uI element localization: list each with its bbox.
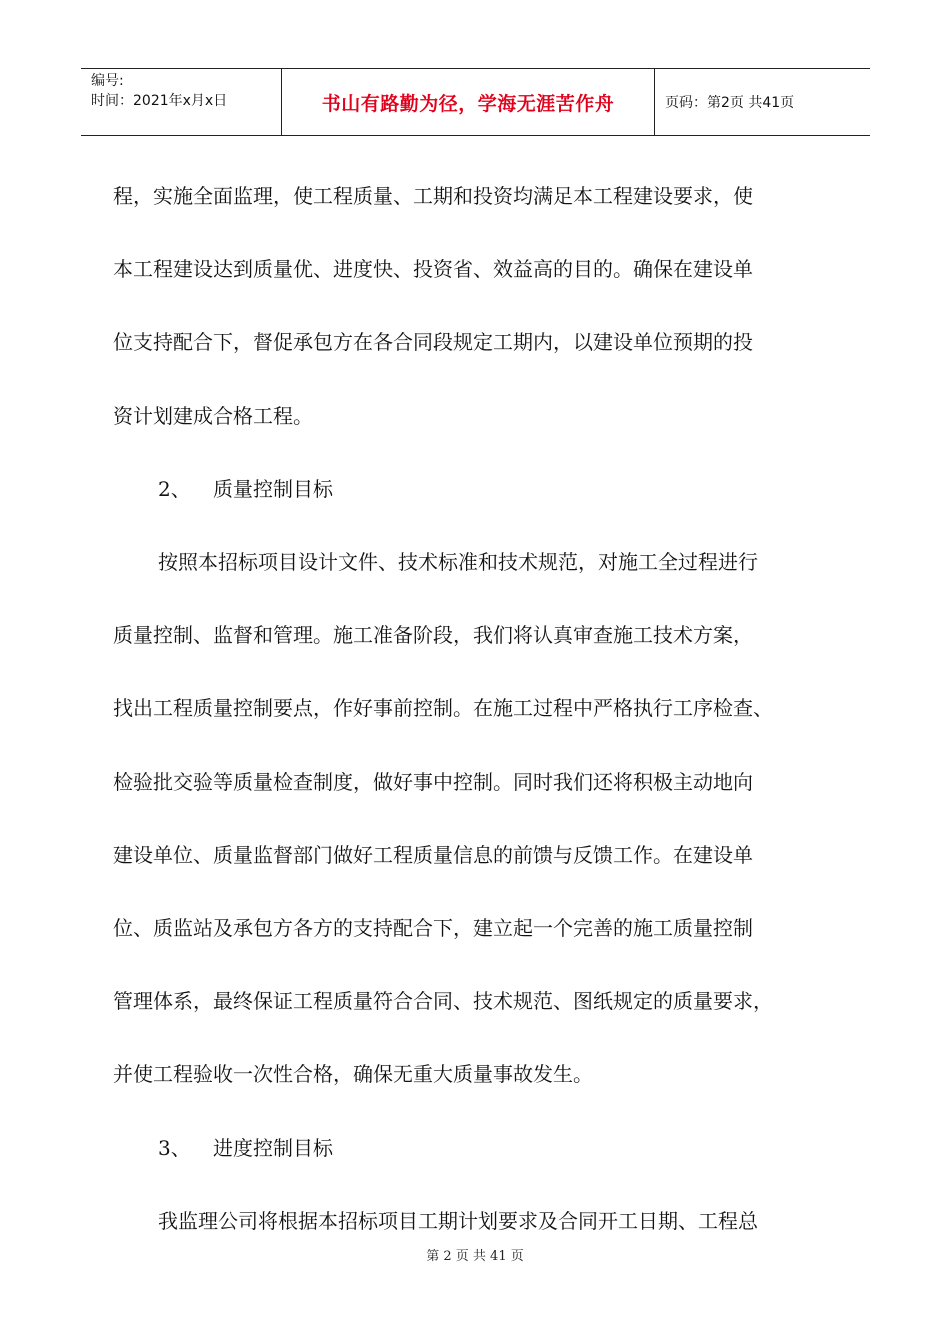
body-line: 位、质监站及承包方各方的支持配合下，建立起一个完善的施工质量控制 (113, 916, 753, 941)
document-time-label: 时间：2021年x月x日 (91, 93, 228, 109)
document-code-label: 编号: (91, 73, 124, 89)
body-line: 管理体系，最终保证工程质量符合合同、技术规范、图纸规定的质量要求， (113, 989, 773, 1014)
section-heading-quality (113, 453, 843, 526)
body-line: 建设单位、质量监督部门做好工程质量信息的前馈与反馈工作。在建设单 (113, 842, 753, 867)
body-line: 按照本招标项目设计文件、技术标准和技术规范，对施工全过程进行 (158, 550, 758, 575)
body-line: 资计划建成合格工程。 (113, 403, 313, 428)
document-body (113, 160, 843, 1258)
body-line: 位支持配合下，督促承包方在各合同段规定工期内，以建设单位预期的投 (113, 330, 753, 355)
header-page-info: 页码：第2页 共41页 (665, 95, 795, 111)
body-line: 本工程建设达到质量优、进度快、投资省、效益高的目的。确保在建设单 (113, 257, 753, 282)
section-title: 质量控制目标 (213, 476, 333, 501)
header-motto: 书山有路勤为径，学海无涯苦作舟 (282, 69, 655, 135)
body-line: 程，实施全面监理，使工程质量、工期和投资均满足本工程建设要求，使 (113, 184, 753, 208)
section-number: 3、 (158, 1135, 191, 1160)
body-line: 检验批交验等质量检查制度，做好事中控制。同时我们还将积极主动地向 (113, 769, 753, 794)
body-line: 质量控制、监督和管理。施工准备阶段，我们将认真审查施工技术方案， (113, 623, 753, 648)
document-header (81, 68, 870, 136)
page-footer: 第 2 页 共 41 页 (426, 1249, 524, 1264)
section-title: 进度控制目标 (213, 1135, 333, 1160)
body-line: 我监理公司将根据本招标项目工期计划要求及合同开工日期、工程总 (158, 1208, 758, 1233)
section-number: 2、 (158, 476, 191, 501)
section-heading-schedule (113, 1112, 843, 1185)
body-line: 并使工程验收一次性合格，确保无重大质量事故发生。 (113, 1062, 593, 1087)
body-line: 找出工程质量控制要点，作好事前控制。在施工过程中严格执行工序检查、 (113, 696, 773, 721)
header-meta (81, 69, 282, 135)
